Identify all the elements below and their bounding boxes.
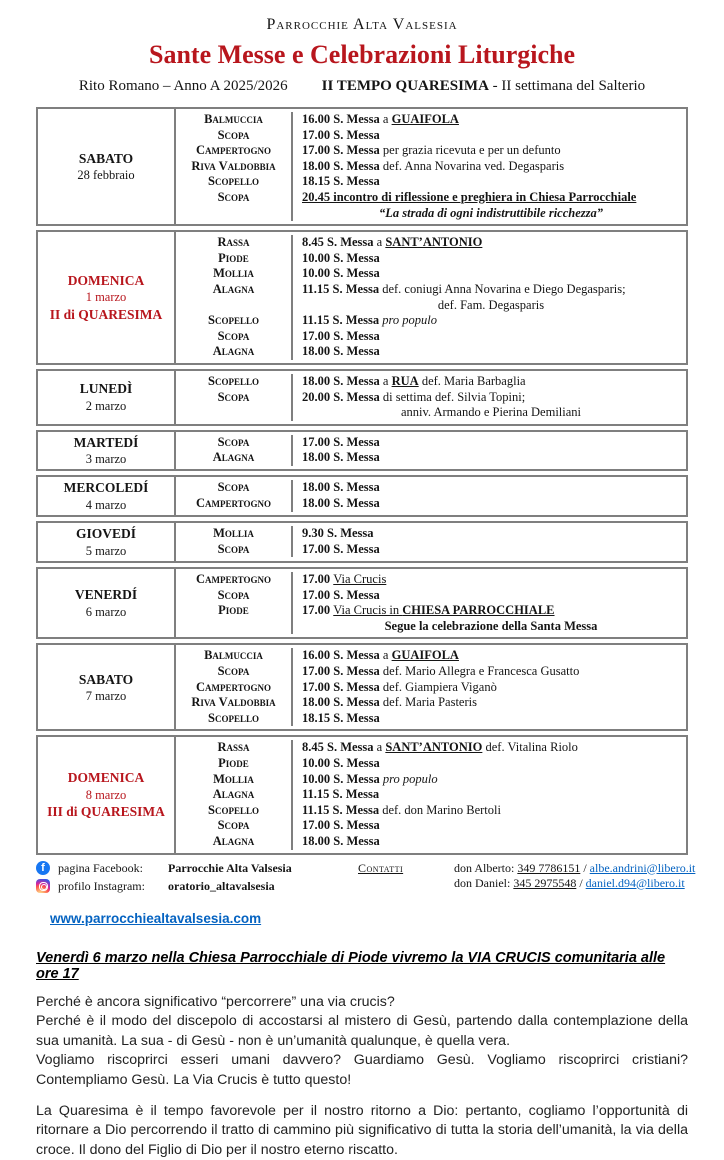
location-cell: Scopello xyxy=(176,374,293,390)
contact-phone: 349 7786151 xyxy=(517,860,581,875)
contact-phone: 345 2975548 xyxy=(513,875,577,890)
mass-detail: 20.00 S. Messa di settima def. Silvia Topini; xyxy=(302,389,526,404)
mass-detail: 11.15 S. Messa pro populo xyxy=(302,313,437,328)
day-cell xyxy=(38,477,176,515)
day-block xyxy=(36,475,688,517)
mass-detail: 8.45 S. Messa a SANT’ANTONIO def. Vitalina Riolo xyxy=(302,740,578,755)
location-cell: Scopa xyxy=(176,128,293,144)
mass-detail: 17.00 S. Messa def. Mario Allegra e Francesca Gusatto xyxy=(302,664,580,679)
mass-row xyxy=(176,344,686,360)
contact-email-link[interactable]: albe.andrini@libero.it xyxy=(589,860,696,875)
mass-row xyxy=(176,251,686,267)
contact-lines xyxy=(454,861,695,897)
mass-row xyxy=(176,298,686,314)
location-cell: Campertogno xyxy=(176,680,293,696)
instagram-handle: oratorio_altavalsesia xyxy=(168,878,275,893)
announcement xyxy=(36,950,688,1160)
mass-detail: “La strada di ogni indistruttibile ricchezza” xyxy=(379,205,603,220)
mass-detail: 17.00 S. Messa xyxy=(302,434,380,449)
mass-row xyxy=(176,496,686,512)
mass-row xyxy=(176,329,686,345)
mass-detail: def. Fam. Degasparis xyxy=(437,297,545,312)
contatti-label: Contatti xyxy=(358,860,404,875)
mass-row xyxy=(176,159,686,175)
location-cell: Scopa xyxy=(176,329,293,345)
location-cell: Scopa xyxy=(176,190,293,206)
mass-row xyxy=(176,572,686,588)
mass-detail: Segue la celebrazione della Santa Messa xyxy=(384,618,598,633)
contact-line: don Alberto: 349 7786151 / albe.andrini@libero.it xyxy=(454,860,696,875)
psalter-week: II settimana del Salterio xyxy=(501,78,646,94)
location-cell: Scopello xyxy=(176,174,293,190)
mass-row xyxy=(176,772,686,788)
mass-detail: 10.00 S. Messa pro populo xyxy=(302,771,438,786)
location-cell: Scopello xyxy=(176,803,293,819)
location-cell: Campertogno xyxy=(176,143,293,159)
mass-rows xyxy=(176,371,686,424)
mass-detail: 16.00 S. Messa a GUAIFOLA xyxy=(302,648,459,663)
mass-detail: 10.00 S. Messa xyxy=(302,756,380,771)
mass-detail: 18.00 S. Messa xyxy=(302,833,380,848)
mass-row xyxy=(176,526,686,542)
facebook-page-name: Parrocchie Alta Valsesia xyxy=(168,860,292,875)
mass-row xyxy=(176,803,686,819)
day-cell xyxy=(38,371,176,424)
mass-detail: 18.00 S. Messa def. Anna Novarina ved. Degasparis xyxy=(302,158,565,173)
location-cell: Campertogno xyxy=(176,572,293,588)
day-date: 5 marzo xyxy=(85,543,127,558)
mass-detail: 9.30 S. Messa xyxy=(302,526,374,541)
mass-row xyxy=(176,390,686,406)
announcement-heading: Venerdì 6 marzo nella Chiesa Parrocchiale di Piode vivremo la VIA CRUCIS comunitaria alle ore 17 xyxy=(36,949,666,982)
mass-row xyxy=(176,695,686,711)
mass-rows xyxy=(176,109,686,224)
mass-rows xyxy=(176,523,686,561)
facebook-row xyxy=(36,861,358,876)
contact-email-link[interactable]: daniel.d94@libero.it xyxy=(585,875,685,890)
day-date: 2 marzo xyxy=(85,398,127,413)
mass-row xyxy=(176,818,686,834)
location-cell: Alagna xyxy=(176,282,293,298)
mass-row xyxy=(176,603,686,619)
day-block xyxy=(36,230,688,365)
day-block xyxy=(36,369,688,426)
instagram-row xyxy=(36,879,358,894)
announcement-paragraphs xyxy=(36,993,688,1160)
mass-row xyxy=(176,266,686,282)
mass-rows xyxy=(176,645,686,729)
day-cell xyxy=(38,569,176,637)
location-cell: Alagna xyxy=(176,834,293,850)
day-cell xyxy=(38,737,176,852)
mass-row xyxy=(176,206,686,222)
mass-detail: 18.15 S. Messa xyxy=(302,174,380,189)
mass-detail: 18.00 S. Messa a RUA def. Maria Barbaglia xyxy=(302,373,526,388)
day-block xyxy=(36,643,688,731)
day-date: 7 marzo xyxy=(85,689,127,704)
day-cell xyxy=(38,109,176,224)
day-block xyxy=(36,107,688,226)
day-name: LUNEDÌ xyxy=(79,381,133,397)
day-cell xyxy=(38,232,176,363)
mass-row xyxy=(176,112,686,128)
mass-rows xyxy=(176,737,686,852)
day-cell xyxy=(38,432,176,470)
location-cell: Alagna xyxy=(176,787,293,803)
rite-year: Rito Romano – Anno A 2025/2026 xyxy=(78,78,288,94)
location-cell: Piode xyxy=(176,756,293,772)
mass-row xyxy=(176,405,686,421)
announcement-paragraph: La Quaresima è il tempo favorevole per il nostro ritorno a Dio: pertanto, cogliamo l’opportunità di ritornare a Dio percorrendo il tratto di cammino più significativo di tutta la storia dell’umanità, la via della croce. Il dono del Figlio di Dio per il nostro eterno riscatto. xyxy=(36,1102,688,1158)
website-link[interactable]: www.parrocchiealtavalsesia.com xyxy=(50,910,262,926)
mass-detail: 11.15 S. Messa def. coniugi Anna Novarina e Diego Degasparis; xyxy=(302,281,626,296)
location-cell: Riva Valdobbia xyxy=(176,695,293,711)
mass-row xyxy=(176,435,686,451)
mass-detail: 10.00 S. Messa xyxy=(302,250,380,265)
location-cell: Scopa xyxy=(176,390,293,406)
mass-row xyxy=(176,680,686,696)
mass-row xyxy=(176,143,686,159)
day-block xyxy=(36,735,688,854)
day-season: II di QUARESIMA xyxy=(49,306,163,322)
schedule-table xyxy=(36,107,688,855)
day-cell xyxy=(38,523,176,561)
mass-detail: 16.00 S. Messa a GUAIFOLA xyxy=(302,112,459,126)
mass-detail: 20.45 incontro di riflessione e preghiera in Chiesa Parrocchiale xyxy=(302,189,637,204)
footer xyxy=(36,860,696,897)
location-cell: Scopello xyxy=(176,313,293,329)
location-cell: Scopa xyxy=(176,542,293,558)
location-cell: Rassa xyxy=(176,235,293,251)
location-cell xyxy=(176,405,293,421)
day-date: 1 marzo xyxy=(85,290,127,305)
location-cell: Piode xyxy=(176,603,293,619)
day-date: 6 marzo xyxy=(85,604,127,619)
mass-row xyxy=(176,648,686,664)
day-name: SABATO xyxy=(78,671,134,687)
mass-row xyxy=(176,740,686,756)
mass-detail: 18.00 S. Messa xyxy=(302,496,380,511)
location-cell: Balmuccia xyxy=(176,112,293,128)
mass-detail: 17.00 S. Messa xyxy=(302,541,380,556)
mass-detail: 17.00 Via Crucis xyxy=(302,572,387,587)
day-name: SABATO xyxy=(78,150,134,166)
day-name: MARTEDÍ xyxy=(73,434,139,450)
mass-detail: 8.45 S. Messa a SANT’ANTONIO xyxy=(302,235,483,250)
mass-detail: 17.00 S. Messa def. Giampiera Viganò xyxy=(302,679,497,694)
day-date: 3 marzo xyxy=(85,452,127,467)
mass-detail: 17.00 S. Messa xyxy=(302,818,380,833)
mass-detail: 17.00 Via Crucis in CHIESA PARROCCHIALE xyxy=(302,603,555,618)
instagram-label: profilo Instagram: xyxy=(58,878,145,893)
location-cell: Riva Valdobbia xyxy=(176,159,293,175)
mass-row xyxy=(176,128,686,144)
mass-row xyxy=(176,450,686,466)
mass-row xyxy=(176,787,686,803)
mass-row xyxy=(176,756,686,772)
mass-detail: 17.00 S. Messa xyxy=(302,328,380,343)
location-cell: Rassa xyxy=(176,740,293,756)
location-cell: Scopa xyxy=(176,664,293,680)
mass-rows xyxy=(176,432,686,470)
mass-row xyxy=(176,174,686,190)
liturgical-season: II TEMPO QUARESIMA xyxy=(321,78,489,94)
location-cell: Mollia xyxy=(176,772,293,788)
location-cell: Mollia xyxy=(176,526,293,542)
day-name: DOMENICA xyxy=(67,770,145,786)
mass-detail: 10.00 S. Messa xyxy=(302,266,380,281)
location-cell xyxy=(176,298,293,314)
location-cell xyxy=(176,619,293,635)
contacts xyxy=(358,860,696,897)
location-cell: Scopa xyxy=(176,480,293,496)
mass-detail: 18.00 S. Messa def. Maria Pasteris xyxy=(302,695,477,710)
mass-row xyxy=(176,282,686,298)
day-name: VENERDÍ xyxy=(74,587,138,603)
location-cell: Scopa xyxy=(176,818,293,834)
day-name: MERCOLEDÍ xyxy=(63,480,149,496)
day-cell xyxy=(38,645,176,729)
mass-row xyxy=(176,542,686,558)
location-cell: Balmuccia xyxy=(176,648,293,664)
location-cell: Alagna xyxy=(176,450,293,466)
mass-detail: 11.15 S. Messa xyxy=(302,787,380,802)
day-date: 8 marzo xyxy=(85,787,127,802)
mass-row xyxy=(176,374,686,390)
subtitle-separator: - xyxy=(492,78,498,94)
mass-row xyxy=(176,480,686,496)
mass-detail: 18.15 S. Messa xyxy=(302,710,380,725)
location-cell: Scopello xyxy=(176,711,293,727)
location-cell: Campertogno xyxy=(176,496,293,512)
location-cell xyxy=(176,206,293,222)
mass-row xyxy=(176,664,686,680)
mass-row xyxy=(176,619,686,635)
mass-detail: 18.00 S. Messa xyxy=(302,480,380,495)
location-cell: Mollia xyxy=(176,266,293,282)
mass-detail: anniv. Armando e Pierina Demiliani xyxy=(400,405,582,420)
mass-row xyxy=(176,588,686,604)
location-cell: Scopa xyxy=(176,435,293,451)
mass-row xyxy=(176,235,686,251)
contact-line: don Daniel: 345 2975548 / daniel.d94@libero.it xyxy=(454,875,685,890)
day-block xyxy=(36,430,688,472)
location-cell: Alagna xyxy=(176,344,293,360)
mass-detail: 11.15 S. Messa def. don Marino Bertoli xyxy=(302,802,501,817)
organization-name: Parrocchie Alta Valsesia xyxy=(266,16,458,33)
subtitle xyxy=(36,78,688,95)
mass-row xyxy=(176,834,686,850)
mass-rows xyxy=(176,232,686,363)
day-date: 28 febbraio xyxy=(77,168,135,183)
mass-detail: 18.00 S. Messa xyxy=(302,450,380,465)
day-block xyxy=(36,567,688,639)
social-links xyxy=(36,861,358,897)
instagram-icon xyxy=(36,879,50,893)
mass-detail: 17.00 S. Messa per grazia ricevuta e per un defunto xyxy=(302,143,561,158)
mass-row xyxy=(176,190,686,206)
facebook-label: pagina Facebook: xyxy=(58,860,143,875)
announcement-paragraph: Perché è ancora significativo “percorrere” una via crucis? Perché è il modo del discepolo di accostarsi al mistero di Gesù, partendo dalla contemplazione della sua umanità. La sua - di Gesù - non è un’umanità qualunque, è quella vera. Vogliamo riscoprirci esseri umani davvero? Guardiamo Gesù. Vogliamo riscoprirci cristiani? Contempliamo Gesù. La Via Crucis è tutto questo! xyxy=(36,993,688,1088)
day-name: GIOVEDÍ xyxy=(75,526,136,542)
mass-rows xyxy=(176,569,686,637)
day-name: DOMENICA xyxy=(67,272,145,288)
mass-detail: 17.00 S. Messa xyxy=(302,587,380,602)
page-title: Sante Messe e Celebrazioni Liturgiche xyxy=(148,40,576,69)
day-date: 4 marzo xyxy=(85,498,127,513)
day-block xyxy=(36,521,688,563)
location-cell: Scopa xyxy=(176,588,293,604)
mass-row xyxy=(176,711,686,727)
mass-detail: 17.00 S. Messa xyxy=(302,127,380,142)
mass-row xyxy=(176,313,686,329)
mass-rows xyxy=(176,477,686,515)
location-cell: Piode xyxy=(176,251,293,267)
mass-detail: 18.00 S. Messa xyxy=(302,344,380,359)
facebook-icon xyxy=(36,861,50,875)
header xyxy=(36,16,688,95)
day-season: III di QUARESIMA xyxy=(47,804,165,820)
